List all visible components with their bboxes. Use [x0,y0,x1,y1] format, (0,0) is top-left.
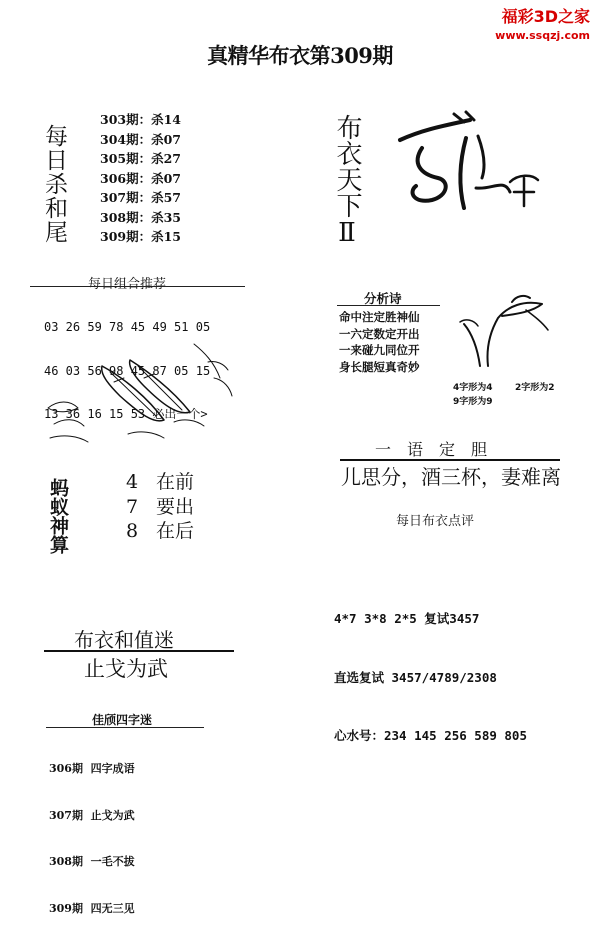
ant-label: 蚂蚁神算 [47,478,69,554]
site-brand [495,4,590,42]
ant-number: 7 [126,495,139,518]
riddle-title: 布衣和值迷 [74,628,174,652]
ant-number: 4 [126,471,139,493]
ant-row [126,470,194,495]
combo-row: 03 26 59 78 45 49 51 05 [44,320,211,334]
shape-note: 2字形为2 [515,383,555,393]
poem-line: 一来碰九同位开 [339,343,420,357]
list-item: 304期：杀07 [100,131,181,147]
divider [46,727,204,728]
riddle-answer: 止戈为武 [84,657,168,681]
buyi-tianxia-label: 布衣天下Ⅱ [332,114,362,248]
combo-row: 46 03 56 98 45 87 05 15 [44,363,211,378]
list-item: 306期 四字成语 [49,762,135,775]
analysis-poem [339,309,420,375]
shape-note: 4字形为4 [453,383,493,393]
shape-note: 9字形为9 [453,397,493,407]
pick-rows [334,570,527,765]
combo-title: 每日组合推荐 [88,277,167,292]
list-item: 307期 止戈为武 [49,808,135,822]
poem-line: 命中注定胜神仙 [339,310,420,324]
brand-url[interactable]: www.ssqzj.com [495,29,590,42]
ant-text: 在前 [156,471,195,493]
daily-kill-label: 每日杀和尾 [41,124,67,244]
poem-line: 身长腿短真奇妙 [339,359,420,374]
pick-row: 直选复试 3457/4789/2308 [334,669,497,685]
comment-title: 每日布衣点评 [396,514,475,529]
ant-rows [126,470,194,544]
ant-number: 8 [126,520,139,542]
divider [30,286,245,287]
yiyu-text: 儿思分，酒三杯，妻难离 [341,465,561,489]
poem-line: 一六定数定开出 [339,326,420,341]
list-item: 309期 四无三见 [49,901,135,915]
pick-row: 心水号：234 145 256 589 805 [334,728,527,743]
ant-text: 要出 [156,495,195,518]
boat-sketch-illustration [44,338,244,448]
list-item: 306期：杀07 [100,170,181,186]
combo-row: 13 36 16 15 53 必出一个> [44,407,208,421]
analysis-title: 分析诗 [364,291,402,306]
list-item: 308期 一毛不拔 [49,855,135,868]
divider [44,650,234,652]
daily-kill-list [100,110,181,247]
calligraphy-illustration [392,108,562,220]
divider [337,305,440,306]
list-item: 309期：杀15 [100,229,181,244]
four-char-title: 佳颀四字迷 [92,713,153,727]
ant-row [126,519,194,544]
pick-row: 4*7 3*8 2*5 复试3457 [334,611,480,626]
yiyu-title: 一语定胆 [375,440,504,459]
brand-name: 福彩3D之家 [501,7,590,26]
list-item: 308期：杀35 [100,209,181,225]
plant-sketch-illustration [452,292,562,372]
list-item: 303期：杀14 [100,112,181,127]
page-title: 真精华布衣第309期 [207,43,393,68]
list-item: 305期：杀27 [100,151,181,166]
list-item: 307期：杀57 [100,190,181,205]
ant-text: 在后 [156,520,195,542]
ant-row [126,495,194,520]
four-char-list [49,730,135,932]
